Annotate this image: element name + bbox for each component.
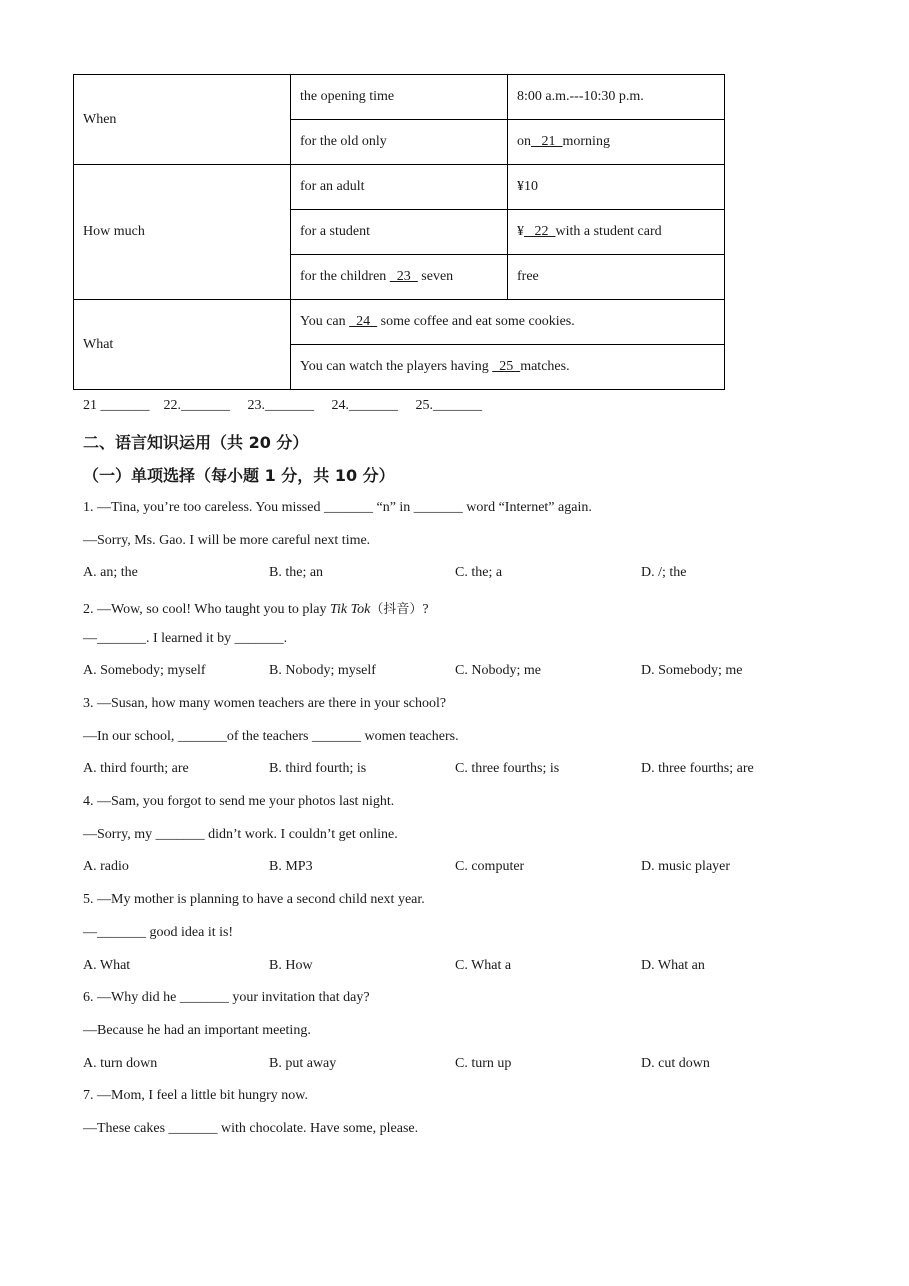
blank-21: 21 <box>531 134 563 149</box>
table-row <box>74 75 725 120</box>
question-6: 6. —Why did he _______ your invitation that day? <box>83 990 370 1005</box>
option-a: A. What <box>83 958 131 973</box>
question-4: 4. —Sam, you forgot to send me your photos last night. <box>83 794 395 809</box>
option-d: D. Somebody; me <box>641 663 743 678</box>
question-7: 7. —Mom, I feel a little bit hungry now. <box>83 1088 308 1103</box>
response-6: —Because he had an important meeting. <box>83 1023 311 1038</box>
option-d: D. /; the <box>641 565 687 580</box>
question-3: 3. —Susan, how many women teachers are there in your school? <box>83 696 447 711</box>
question-text: （抖音） <box>370 602 423 617</box>
blank-23: 23 <box>389 269 418 284</box>
blank-25: 25 <box>492 359 521 374</box>
row-label-what: What <box>74 300 291 390</box>
cell-text: on <box>517 134 531 149</box>
table-cell: 8:00 a.m.---10:30 p.m. <box>508 75 725 120</box>
question-text: ? <box>422 602 429 617</box>
cell-text: seven <box>417 269 454 284</box>
response-1: —Sorry, Ms. Gao. I will be more careful next time. <box>83 533 371 548</box>
option-c: C. three fourths; is <box>455 761 560 776</box>
option-a: A. turn down <box>83 1056 158 1071</box>
option-a: A. Somebody; myself <box>83 663 206 678</box>
option-c: C. Nobody; me <box>455 663 541 678</box>
option-d: D. three fourths; are <box>641 761 754 776</box>
table-cell <box>291 345 725 390</box>
table-cell: for a student <box>291 210 508 255</box>
option-d: D. What an <box>641 958 705 973</box>
blank-24: 24 <box>349 314 378 329</box>
cell-text: You can <box>300 314 350 329</box>
cell-text: ¥ <box>517 224 524 239</box>
response-2: —_______. I learned it by _______. <box>83 631 288 646</box>
cell-text: for the children <box>300 269 390 284</box>
response-4: —Sorry, my _______ didn’t work. I couldn’t get online. <box>83 827 398 842</box>
question-5: 5. —My mother is planning to have a second child next year. <box>83 892 425 907</box>
table-cell <box>291 300 725 345</box>
table-cell <box>291 255 508 300</box>
table-cell: for the old only <box>291 120 508 165</box>
cell-text: some coffee and eat some cookies. <box>377 314 575 329</box>
table-row <box>74 165 725 210</box>
blank-22: 22 <box>524 224 556 239</box>
question-2 <box>83 598 429 618</box>
table-cell: the opening time <box>291 75 508 120</box>
option-d: D. cut down <box>641 1056 710 1071</box>
option-b: B. MP3 <box>269 859 313 874</box>
option-d: D. music player <box>641 859 731 874</box>
option-a: A. an; the <box>83 565 138 580</box>
option-c: C. What a <box>455 958 512 973</box>
option-b: B. put away <box>269 1056 337 1071</box>
cell-text: morning <box>562 134 610 149</box>
table-cell <box>508 120 725 165</box>
question-text: 2. —Wow, so cool! Who taught you to play <box>83 602 330 617</box>
info-table <box>73 74 725 390</box>
response-5: —_______ good idea it is! <box>83 925 234 940</box>
response-7: —These cakes _______ with chocolate. Have some, please. <box>83 1121 419 1136</box>
response-3: —In our school, _______of the teachers _______ women teachers. <box>83 729 459 744</box>
table-row <box>74 300 725 345</box>
cell-text: matches. <box>520 359 570 374</box>
table-cell: free <box>508 255 725 300</box>
section-title: 二、语言知识运用（共 20 分） <box>83 433 309 452</box>
option-a: A. radio <box>83 859 129 874</box>
subsection-title: （一）单项选择（每小题 1 分，共 10 分） <box>83 466 395 485</box>
app-name: Tik Tok <box>329 602 371 617</box>
table-cell: for an adult <box>291 165 508 210</box>
row-label-how-much: How much <box>74 165 291 300</box>
answer-blanks: 21 _______ 22._______ 23._______ 24._______ 25._______ <box>83 398 482 413</box>
row-label-when: When <box>74 75 291 165</box>
table-cell <box>508 210 725 255</box>
option-b: B. Nobody; myself <box>269 663 376 678</box>
table-cell: ¥10 <box>508 165 725 210</box>
option-c: C. turn up <box>455 1056 512 1071</box>
option-b: B. third fourth; is <box>269 761 367 776</box>
cell-text: You can watch the players having <box>300 359 493 374</box>
option-b: B. the; an <box>269 565 324 580</box>
question-1: 1. —Tina, you’re too careless. You missed _______ “n” in _______ word “Internet” again. <box>83 500 592 515</box>
option-c: C. computer <box>455 859 525 874</box>
option-b: B. How <box>269 958 313 973</box>
option-c: C. the; a <box>455 565 503 580</box>
cell-text: with a student card <box>555 224 662 239</box>
option-a: A. third fourth; are <box>83 761 189 776</box>
